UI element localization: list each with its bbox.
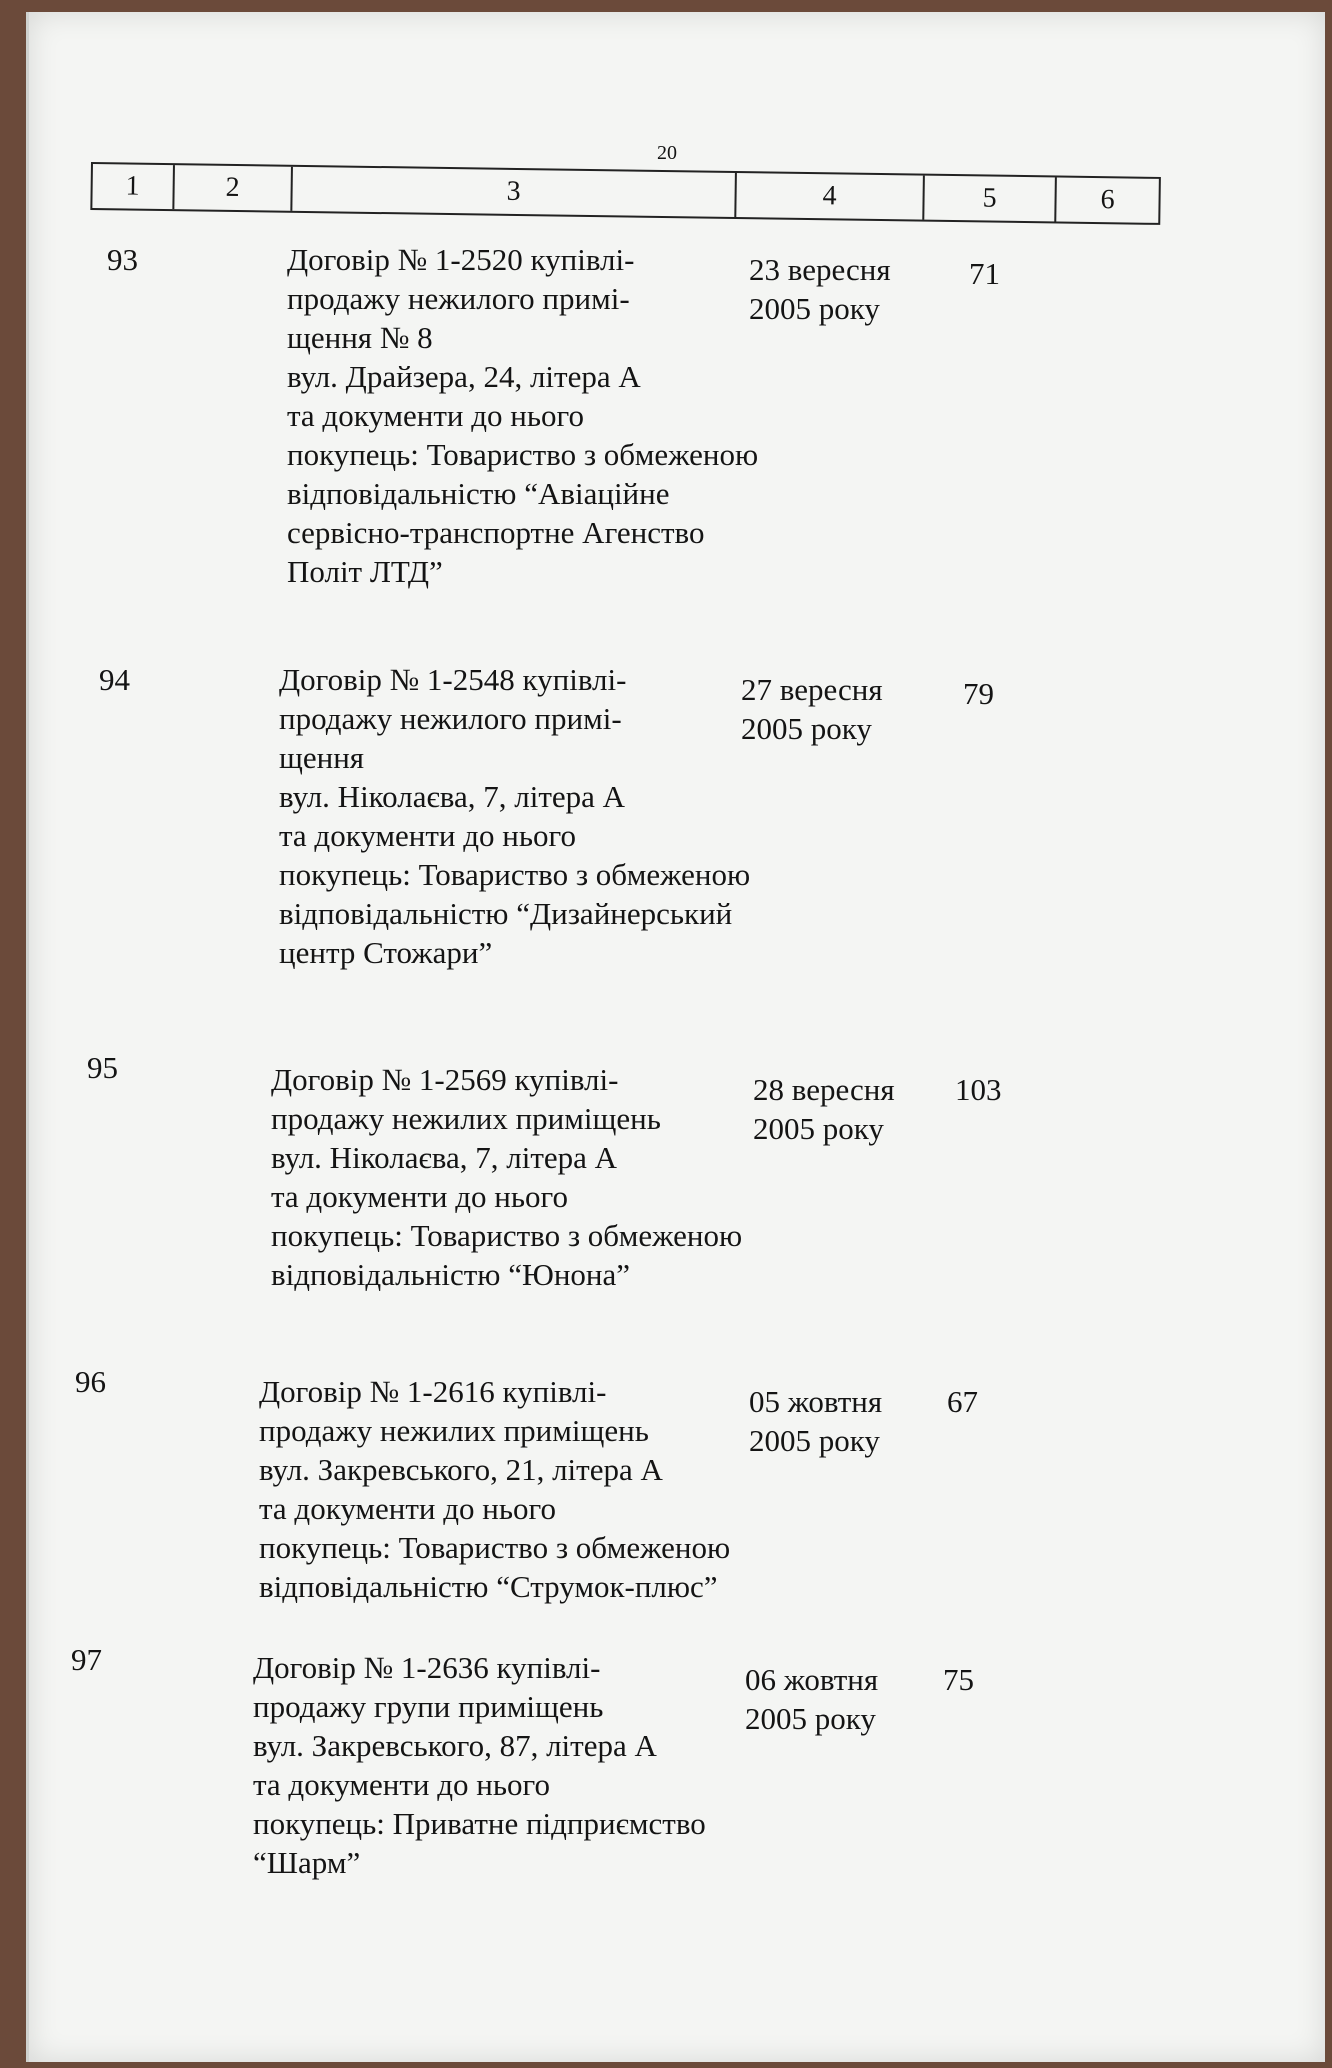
- page-number: 20: [657, 142, 677, 164]
- description-line: та документи до нього: [287, 398, 584, 433]
- entry-date: [753, 1070, 953, 1148]
- column-header-4: 4: [736, 173, 925, 220]
- description-line: та документи до нього: [253, 1767, 550, 1802]
- entry-number: 95: [87, 1050, 118, 1085]
- entry-date: [745, 1660, 945, 1738]
- entry-date: [741, 670, 941, 748]
- description-line: покупець: Товариство з обмеженою: [259, 1530, 731, 1565]
- entry-description: [253, 1648, 813, 1882]
- description-line: відповідальністю “Авіаційне: [287, 476, 670, 511]
- description-line: відповідальністю “Юнона”: [271, 1257, 631, 1292]
- column-header-2: 2: [174, 165, 293, 211]
- description-line: вул. Ніколаєва, 7, літера А: [271, 1140, 618, 1175]
- date-line: 2005 року: [749, 291, 880, 326]
- description-line: вул. Закревського, 21, літера А: [259, 1452, 663, 1487]
- description-line: покупець: Товариство з обмеженою: [271, 1218, 743, 1253]
- description-line: вул. Закревського, 87, літера А: [253, 1728, 657, 1763]
- description-line: щення № 8: [287, 320, 433, 355]
- description-line: Договір № 1-2616 купівлі-: [259, 1374, 607, 1409]
- document-page: [26, 12, 1325, 2062]
- column-header-1: 1: [92, 164, 175, 209]
- date-line: 06 жовтня: [745, 1662, 879, 1697]
- column-header-5: 5: [924, 176, 1057, 222]
- entry-number: 97: [71, 1642, 102, 1677]
- entry-page-count: 103: [955, 1072, 1002, 1107]
- description-line: продажу нежилого примі-: [279, 701, 622, 736]
- entry-page-count: 67: [947, 1384, 978, 1419]
- entry-number: 94: [99, 662, 130, 697]
- description-line: продажу нежилих приміщень: [259, 1413, 649, 1448]
- description-line: вул. Ніколаєва, 7, літера А: [279, 779, 626, 814]
- date-line: 28 вересня: [753, 1072, 895, 1107]
- entry-page-count: 75: [943, 1662, 974, 1697]
- description-line: сервісно-транспортне Агенство: [287, 515, 705, 550]
- entry-number: 93: [107, 242, 138, 277]
- description-line: та документи до нього: [271, 1179, 568, 1214]
- column-header-table: [90, 162, 1161, 225]
- description-line: щення: [279, 740, 365, 775]
- description-line: центр Стожари”: [279, 935, 493, 970]
- date-line: 2005 року: [749, 1423, 880, 1458]
- date-line: 2005 року: [745, 1701, 876, 1736]
- description-line: “Шарм”: [253, 1845, 361, 1880]
- description-line: покупець: Товариство з обмеженою: [279, 857, 751, 892]
- description-line: продажу групи приміщень: [253, 1689, 604, 1724]
- entry-description: [271, 1060, 831, 1294]
- entry-page-count: 79: [963, 676, 994, 711]
- date-line: 27 вересня: [741, 672, 883, 707]
- description-line: Договір № 1-2636 купівлі-: [253, 1650, 601, 1685]
- description-line: Договір № 1-2520 купівлі-: [287, 242, 635, 277]
- description-line: продажу нежилих приміщень: [271, 1101, 661, 1136]
- description-line: та документи до нього: [279, 818, 576, 853]
- description-line: відповідальністю “Дизайнерський: [279, 896, 733, 931]
- entry-date: [749, 1382, 949, 1460]
- description-line: Політ ЛТД”: [287, 554, 443, 589]
- description-line: Договір № 1-2569 купівлі-: [271, 1062, 619, 1097]
- description-line: Договір № 1-2548 купівлі-: [279, 662, 627, 697]
- entry-description: [259, 1372, 819, 1606]
- date-line: 2005 року: [741, 711, 872, 746]
- description-line: покупець: Приватне підприємство: [253, 1806, 706, 1841]
- date-line: 2005 року: [753, 1111, 884, 1146]
- description-line: покупець: Товариство з обмеженою: [287, 437, 759, 472]
- date-line: 05 жовтня: [749, 1384, 883, 1419]
- description-line: вул. Драйзера, 24, літера А: [287, 359, 641, 394]
- entry-page-count: 71: [969, 256, 1000, 291]
- entry-number: 96: [75, 1364, 106, 1399]
- description-line: продажу нежилого примі-: [287, 281, 630, 316]
- column-header-6: 6: [1100, 184, 1115, 216]
- description-line: та документи до нього: [259, 1491, 556, 1526]
- date-line: 23 вересня: [749, 252, 891, 287]
- entry-date: [749, 250, 949, 328]
- column-header-3: 3: [292, 167, 737, 217]
- description-line: відповідальністю “Струмок-плюс”: [259, 1569, 718, 1604]
